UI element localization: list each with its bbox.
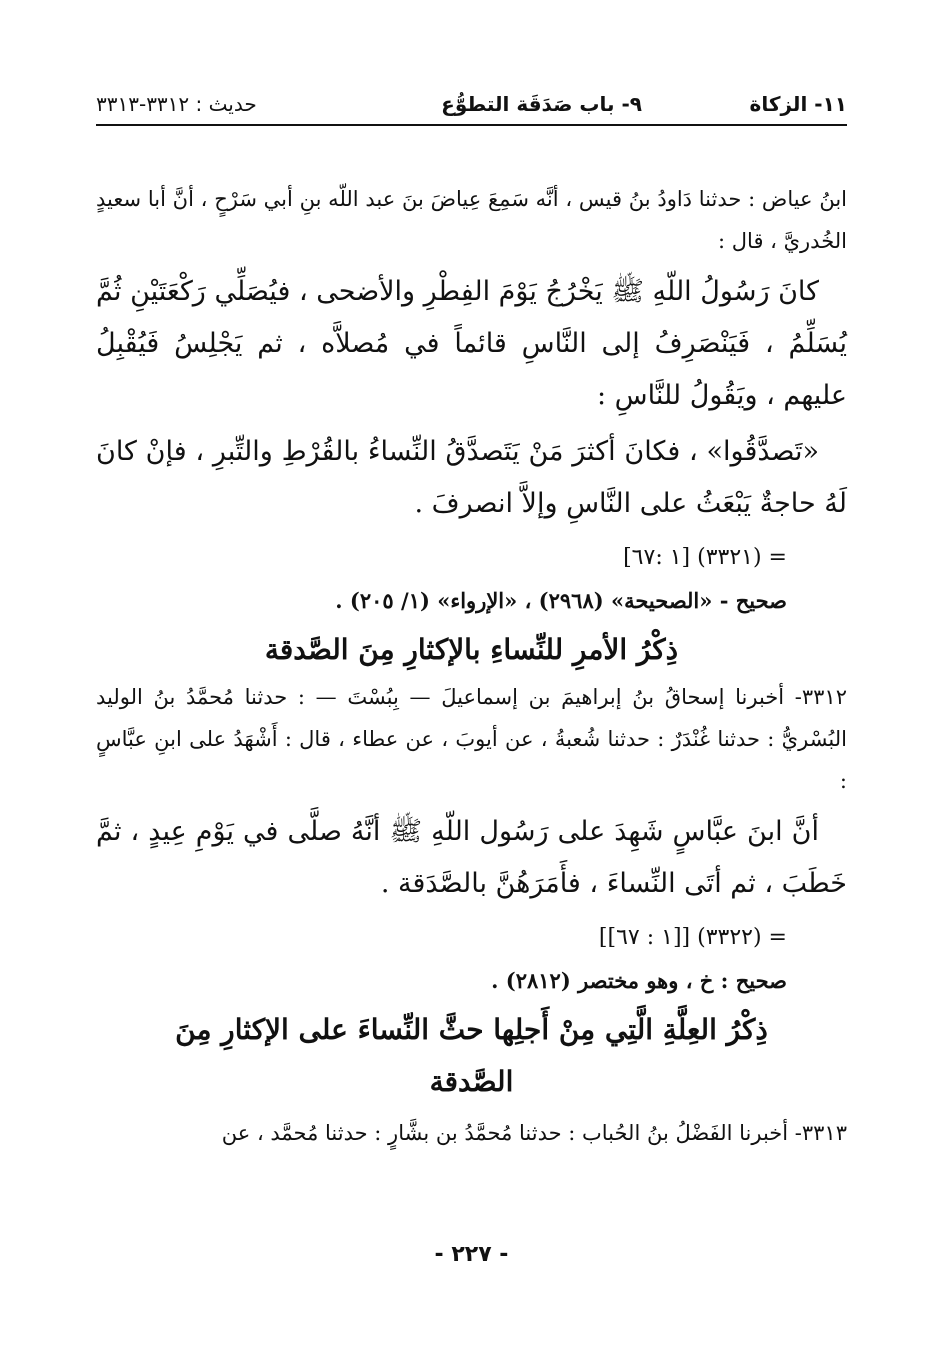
book-page [96, 0, 847, 1367]
page-number: - ٢٢٧ - [434, 1242, 509, 1267]
hadith-isnad-continued: ابنُ عياض : حدثنا دَاودُ بنُ قيس ، أنَّه سَمِعَ عِياضَ بنَ عبد اللّه بنِ أبي سَرْحٍ ، أنَّ أبا سعيدٍ الخُدريَّ ، قال : [96, 187, 847, 253]
page-body [96, 178, 847, 1154]
hadith-matn: أنَّ ابنَ عبَّاسٍ شَهِدَ على رَسُول اللّهِ ﷺ أنَّهُ صلَّى في يَوْمِ عِيدٍ ، ثمَّ خَطَبَ ، ثم أتَى النِّساءَ ، فأَمَرَهُنَّ بالصَّدَقة . [96, 816, 847, 899]
hadith-grade: صحيح : خ ، وهو مختصر (٢٨١٢) . [491, 968, 787, 993]
chapter-heading-line1: ذِكْرُ العِلَّةِ الَّتِي مِنْ أَجلِها حثَّ النِّساءَ على الإكثارِ مِنَ [175, 1013, 768, 1046]
cross-reference: = (٣٣٢١) [١ :٦٧] [623, 545, 787, 570]
hadith-isnad: ٣٣١٣- أخبرنا الفَضْلُ بنُ الحُباب : حدثنا مُحمَّدُ بن بشَّارٍ : حدثنا مُحمَّد ، عن [221, 1121, 847, 1145]
header-chapter-title: ٩- باب صَدَقَة التطوُّع [441, 92, 642, 116]
hadith-matn-part2: «تَصدَّقُوا» ، فكانَ أكثرَ مَنْ يَتَصدَّقُ النِّساءُ بالقُرْطِ والتِّبرِ ، فإنْ كانَ لَهُ حاجةٌ يَبْعَثُ على النَّاسِ وإلاَّ انصرفَ . [96, 436, 847, 519]
chapter-heading-line2: الصَّدقة [429, 1065, 514, 1098]
running-header [96, 90, 847, 126]
chapter-heading: ذِكْرُ الأمرِ للنِّساءِ بالإكثارِ مِنَ الصَّدقة [264, 633, 679, 666]
hadith-grade: صحيح - «الصحيحة» (٢٩٦٨) ، «الإرواء» (١/ ٢٠٥) . [335, 588, 787, 613]
cross-reference: = (٣٣٢٢) [[١ : ٦٧]] [598, 925, 787, 950]
header-book-title: ١١- الزكاة [749, 92, 847, 116]
hadith-isnad: ٣٣١٢- أخبرنا إسحاقُ بنُ إبراهيمَ بن إسماعيلَ — بِبُسْتَ — : حدثنا مُحمَّدُ بنُ الوليد البُسْريُّ : حدثنا غُنْدَرٌ : حدثنا شُعبةُ ، عن أيوبَ ، عن عطاء ، قال : أَشْهَدُ على ابنِ عبَّاسٍ : [96, 685, 847, 793]
header-hadith-range: حديث : ٣٣١٢-٣٣١٣ [96, 92, 257, 116]
hadith-matn-part1: كانَ رَسُولُ اللّهِ ﷺ يَخْرُجُ يَوْمَ الفِطْرِ والأضحى ، فيُصَلِّي رَكْعَتَيْنِ ثُمَّ يُسَلِّمُ ، فَيَنْصَرِفُ إلى النَّاسِ قائماً في مُصلاَّه ، ثم يَجْلِسُ فَيُقْبِلُ عليهم ، ويَقُولُ للنَّاسِ : [96, 276, 847, 411]
